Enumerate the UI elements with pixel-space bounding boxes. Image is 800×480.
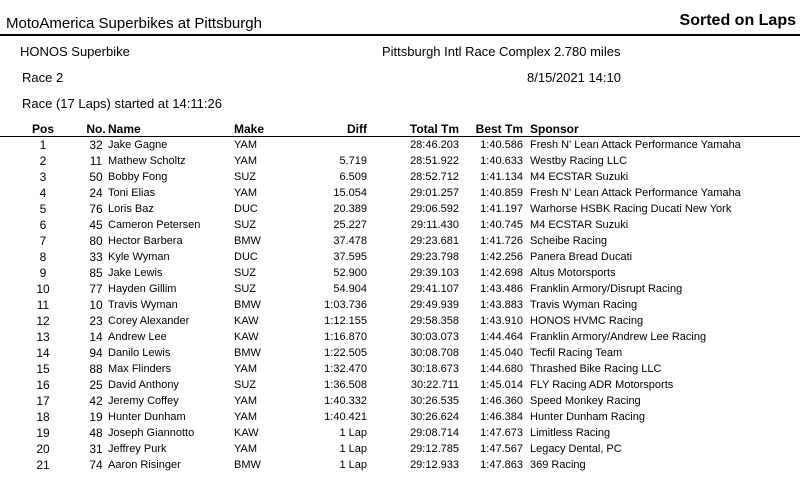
table-row (0, 281, 800, 297)
cell-rider-name: Danilo Lewis (108, 347, 171, 359)
table-row (0, 217, 800, 233)
cell-number: 24 (89, 186, 103, 200)
cell-number: 23 (89, 314, 103, 328)
cell-sponsor: Scheibe Racing (530, 235, 608, 247)
cell-make: SUZ (234, 283, 256, 295)
cell-best-time: 1:41.726 (480, 235, 523, 247)
cell-pos: 7 (39, 234, 47, 248)
cell-number: 14 (89, 330, 103, 344)
table-row (0, 137, 800, 154)
results-table (0, 120, 800, 473)
cell-number: 33 (89, 250, 103, 264)
cell-make: SUZ (234, 171, 256, 183)
cell-diff: 6.509 (339, 171, 367, 183)
cell-pos: 17 (36, 394, 50, 408)
cell-pos: 20 (36, 442, 50, 456)
cell-best-time: 1:40.859 (480, 187, 523, 199)
cell-best-time: 1:46.384 (480, 411, 523, 423)
cell-diff: 20.389 (333, 203, 367, 215)
cell-total-time: 28:51.922 (410, 155, 459, 167)
cell-pos: 4 (39, 186, 47, 200)
cell-make: SUZ (234, 379, 256, 391)
cell-sponsor: Fresh N' Lean Attack Performance Yamaha (530, 139, 741, 151)
col-header-diff: Diff (347, 122, 367, 136)
cell-rider-name: Aaron Risinger (108, 459, 181, 471)
cell-number: 88 (89, 362, 103, 376)
cell-pos: 16 (36, 378, 50, 392)
col-header-sponsor: Sponsor (530, 122, 579, 136)
cell-diff: 1 Lap (339, 427, 367, 439)
cell-rider-name: Kyle Wyman (108, 251, 170, 263)
cell-sponsor: Tecfil Racing Team (530, 347, 623, 359)
table-row (0, 153, 800, 169)
cell-sponsor: Limitless Racing (530, 427, 611, 439)
cell-sponsor: Speed Monkey Racing (530, 395, 641, 407)
cell-number: 11 (89, 154, 103, 168)
col-header-no: No. (86, 122, 106, 136)
cell-number: 48 (89, 426, 103, 440)
cell-sponsor: Westby Racing LLC (530, 155, 628, 167)
cell-best-time: 1:42.256 (480, 251, 523, 263)
cell-best-time: 1:45.040 (480, 347, 523, 359)
cell-rider-name: David Anthony (108, 379, 179, 391)
table-row (0, 377, 800, 393)
cell-rider-name: Hector Barbera (108, 235, 183, 247)
cell-diff: 1 Lap (339, 459, 367, 471)
cell-pos: 8 (39, 250, 47, 264)
cell-number: 77 (89, 282, 103, 296)
cell-number: 76 (89, 202, 103, 216)
event-title: MotoAmerica Superbikes at Pittsburgh (6, 15, 262, 32)
cell-make: YAM (234, 139, 258, 151)
cell-number: 25 (89, 378, 103, 392)
cell-total-time: 29:12.785 (410, 443, 459, 455)
cell-pos: 21 (36, 458, 50, 472)
table-row (0, 169, 800, 185)
cell-make: BMW (234, 299, 261, 311)
cell-make: YAM (234, 363, 258, 375)
venue-info: Pittsburgh Intl Race Complex 2.780 miles (382, 44, 621, 59)
cell-make: KAW (234, 427, 259, 439)
cell-rider-name: Cameron Petersen (108, 219, 201, 231)
cell-make: SUZ (234, 219, 256, 231)
cell-rider-name: Hunter Dunham (108, 411, 186, 423)
cell-make: BMW (234, 235, 261, 247)
cell-total-time: 30:26.535 (410, 395, 459, 407)
cell-sponsor: HONOS HVMC Racing (530, 315, 644, 327)
cell-rider-name: Corey Alexander (108, 315, 190, 327)
cell-pos: 6 (39, 218, 47, 232)
cell-diff: 1:03.736 (324, 299, 367, 311)
cell-best-time: 1:47.863 (480, 459, 523, 471)
cell-total-time: 29:23.798 (410, 251, 459, 263)
cell-total-time: 30:18.673 (410, 363, 459, 375)
cell-pos: 19 (36, 426, 50, 440)
table-row (0, 233, 800, 249)
cell-pos: 12 (36, 314, 50, 328)
sort-label: Sorted on Laps (679, 12, 796, 29)
cell-make: KAW (234, 315, 259, 327)
cell-rider-name: Bobby Fong (108, 171, 168, 183)
cell-best-time: 1:41.134 (480, 171, 523, 183)
cell-pos: 1 (39, 138, 47, 152)
cell-rider-name: Travis Wyman (108, 299, 178, 311)
cell-pos: 13 (36, 330, 50, 344)
cell-total-time: 29:49.939 (410, 299, 459, 311)
cell-best-time: 1:43.486 (480, 283, 523, 295)
cell-diff: 1:22.505 (324, 347, 367, 359)
cell-diff: 1 Lap (339, 443, 367, 455)
cell-diff: 5.719 (339, 155, 367, 167)
results-body (0, 137, 800, 474)
cell-sponsor: M4 ECSTAR Suzuki (530, 219, 629, 231)
cell-best-time: 1:47.673 (480, 427, 523, 439)
cell-diff: 54.904 (333, 283, 367, 295)
table-row (0, 313, 800, 329)
cell-total-time: 28:46.203 (410, 139, 459, 151)
cell-best-time: 1:43.910 (480, 315, 523, 327)
cell-pos: 11 (36, 298, 50, 312)
race-label: Race 2 (22, 70, 64, 85)
cell-rider-name: Jake Lewis (108, 267, 163, 279)
cell-diff: 1:40.332 (324, 395, 367, 407)
cell-diff: 15.054 (333, 187, 367, 199)
cell-sponsor: Hunter Dunham Racing (530, 411, 645, 423)
cell-rider-name: Mathew Scholtz (108, 155, 186, 167)
cell-total-time: 29:11.430 (410, 219, 459, 231)
cell-rider-name: Hayden Gillim (108, 283, 177, 295)
table-row (0, 329, 800, 345)
cell-number: 80 (89, 234, 103, 248)
cell-sponsor: FLY Racing ADR Motorsports (530, 379, 674, 391)
results-header-row (0, 120, 800, 137)
cell-diff: 1:40.421 (324, 411, 367, 423)
cell-best-time: 1:47.567 (480, 443, 523, 455)
cell-rider-name: Joseph Giannotto (108, 427, 195, 439)
cell-number: 94 (89, 346, 103, 360)
cell-make: DUC (234, 251, 258, 263)
cell-sponsor: Warhorse HSBK Racing Ducati New York (530, 203, 732, 215)
cell-diff: 1:16.870 (324, 331, 367, 343)
cell-number: 42 (89, 394, 103, 408)
table-row (0, 345, 800, 361)
cell-rider-name: Toni Elias (108, 187, 156, 199)
cell-best-time: 1:44.680 (480, 363, 523, 375)
col-header-name: Name (108, 122, 141, 136)
cell-total-time: 28:52.712 (410, 171, 459, 183)
cell-best-time: 1:40.633 (480, 155, 523, 167)
report-header (0, 0, 800, 36)
table-row (0, 409, 800, 425)
cell-total-time: 29:12.933 (410, 459, 459, 471)
col-header-pos: Pos (31, 122, 54, 136)
cell-rider-name: Jeremy Coffey (108, 395, 179, 407)
cell-diff (300, 137, 367, 154)
race-datetime: 8/15/2021 14:10 (527, 70, 621, 85)
table-row (0, 297, 800, 313)
cell-total-time: 29:06.592 (410, 203, 459, 215)
cell-total-time: 29:41.107 (410, 283, 459, 295)
table-row (0, 265, 800, 281)
cell-rider-name: Andrew Lee (108, 331, 167, 343)
cell-sponsor: 369 Racing (530, 459, 586, 471)
cell-pos: 18 (36, 410, 50, 424)
cell-total-time: 29:23.681 (410, 235, 459, 247)
cell-diff: 52.900 (333, 267, 367, 279)
cell-diff: 37.478 (333, 235, 367, 247)
cell-make: BMW (234, 347, 261, 359)
cell-number: 85 (89, 266, 103, 280)
cell-best-time: 1:43.883 (480, 299, 523, 311)
table-row (0, 361, 800, 377)
cell-total-time: 30:08.708 (410, 347, 459, 359)
cell-total-time: 29:08.714 (410, 427, 459, 439)
cell-sponsor: M4 ECSTAR Suzuki (530, 171, 629, 183)
cell-rider-name: Loris Baz (108, 203, 154, 215)
cell-make: BMW (234, 459, 261, 471)
cell-sponsor: Altus Motorsports (530, 267, 616, 279)
cell-pos: 9 (39, 266, 47, 280)
cell-number: 32 (89, 138, 103, 152)
cell-sponsor: Legacy Dental, PC (530, 443, 622, 455)
cell-make: YAM (234, 411, 258, 423)
table-row (0, 249, 800, 265)
cell-make: KAW (234, 331, 259, 343)
cell-pos: 2 (39, 154, 47, 168)
table-row (0, 425, 800, 441)
cell-total-time: 29:58.358 (410, 315, 459, 327)
cell-number: 45 (89, 218, 103, 232)
cell-best-time: 1:41.197 (480, 203, 523, 215)
cell-number: 10 (89, 298, 103, 312)
class-name: HONOS Superbike (20, 44, 130, 59)
cell-best-time: 1:40.586 (480, 139, 523, 151)
cell-make: YAM (234, 187, 258, 199)
cell-total-time: 30:03.073 (410, 331, 459, 343)
table-row (0, 457, 800, 473)
table-row (0, 441, 800, 457)
cell-make: YAM (234, 155, 258, 167)
cell-diff: 25.227 (333, 219, 367, 231)
table-row (0, 201, 800, 217)
cell-total-time: 29:01.257 (410, 187, 459, 199)
table-row (0, 393, 800, 409)
cell-make: DUC (234, 203, 258, 215)
cell-diff: 1:12.155 (324, 315, 367, 327)
col-header-make: Make (234, 122, 265, 136)
cell-total-time: 29:39.103 (410, 267, 459, 279)
cell-make: SUZ (234, 267, 256, 279)
cell-sponsor: Fresh N' Lean Attack Performance Yamaha (530, 187, 741, 199)
cell-pos: 14 (36, 346, 50, 360)
cell-best-time: 1:45.014 (480, 379, 523, 391)
table-row (0, 185, 800, 201)
col-header-total: Total Tm (409, 122, 459, 136)
cell-number: 74 (89, 458, 103, 472)
cell-rider-name: Max Flinders (108, 363, 171, 375)
cell-total-time: 30:22.711 (410, 379, 459, 391)
cell-sponsor: Franklin Armory/Andrew Lee Racing (530, 331, 707, 343)
col-header-best: Best Tm (475, 122, 523, 136)
cell-best-time: 1:42.698 (480, 267, 523, 279)
race-start-info: Race (17 Laps) started at 14:11:26 (22, 96, 222, 111)
cell-pos: 3 (39, 170, 47, 184)
cell-sponsor: Travis Wyman Racing (530, 299, 638, 311)
cell-diff: 37.595 (333, 251, 367, 263)
cell-number: 31 (89, 442, 103, 456)
cell-best-time: 1:44.464 (480, 331, 523, 343)
cell-diff: 1:32.470 (324, 363, 367, 375)
header-divider (0, 34, 800, 36)
cell-rider-name: Jake Gagne (108, 139, 168, 151)
cell-pos: 10 (36, 282, 50, 296)
cell-rider-name: Jeffrey Purk (108, 443, 167, 455)
cell-best-time: 1:46.360 (480, 395, 523, 407)
cell-pos: 5 (39, 202, 47, 216)
cell-number: 50 (89, 170, 103, 184)
cell-number: 19 (89, 410, 103, 424)
cell-sponsor: Thrashed Bike Racing LLC (530, 363, 662, 375)
cell-sponsor: Panera Bread Ducati (530, 251, 633, 263)
cell-make: YAM (234, 395, 258, 407)
cell-pos: 15 (36, 362, 50, 376)
cell-sponsor: Franklin Armory/Disrupt Racing (530, 283, 683, 295)
cell-diff: 1:36.508 (324, 379, 367, 391)
cell-best-time: 1:40.745 (480, 219, 523, 231)
cell-make: YAM (234, 443, 258, 455)
cell-total-time: 30:26.624 (410, 411, 459, 423)
